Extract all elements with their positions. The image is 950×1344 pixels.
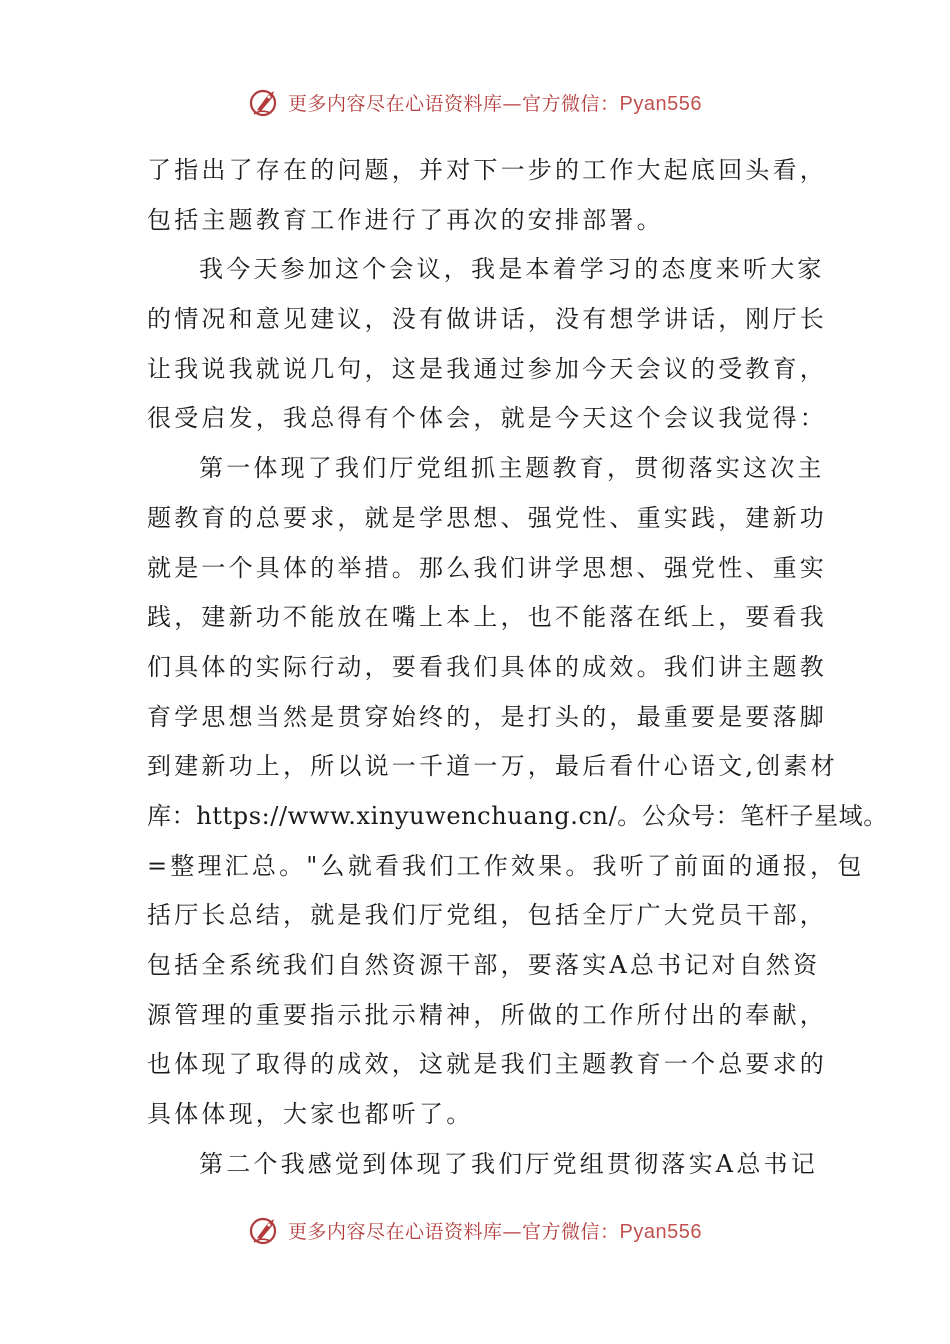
body-line: 第二个我感觉到体现了我们厅党组贯彻落实A总书记 — [199, 1149, 818, 1178]
footer-text — [288, 1217, 702, 1244]
header-wechat-id: Pyan556 — [619, 92, 702, 115]
document-body — [147, 146, 888, 1189]
body-line: 源管理的重要指示批示精神，所做的工作所付出的奉献， — [147, 1000, 827, 1029]
body-line: 们具体的实际行动，要看我们具体的成效。我们讲主题教 — [147, 652, 827, 681]
header-banner-inner — [248, 85, 702, 119]
body-line: 很受启发，我总得有个体会，就是今天这个会议我觉得： — [147, 404, 827, 433]
body-line: 也体现了取得的成效，这就是我们主题教育一个总要求的 — [147, 1050, 827, 1079]
header-wechat-label: 官方微信： — [522, 92, 620, 115]
body-line: 育学思想当然是贯穿始终的，是打头的，最重要是要落脚 — [147, 702, 827, 731]
body-line: 就是一个具体的举措。那么我们讲学思想、强党性、重实 — [147, 553, 827, 582]
footer-dash: — — [502, 1220, 523, 1243]
body-line: 具体体现，大家也都听了。 — [147, 1100, 474, 1129]
body-line: 了指出了存在的问题，并对下一步的工作大起底回头看， — [147, 156, 827, 184]
pen-nib-circle-icon — [248, 1213, 282, 1247]
footer-wechat-label: 官方微信： — [522, 1220, 620, 1243]
pen-nib-circle-icon — [248, 85, 282, 119]
body-line: 的情况和意见建议，没有做讲话，没有想学讲话，刚厅长 — [147, 305, 827, 334]
body-line: 包括主题教育工作进行了再次的安排部署。 — [147, 205, 664, 234]
body-line: 让我说我就说几句，这是我通过参加今天会议的受教育， — [147, 354, 827, 383]
body-line: 到建新功上，所以说一千道一万，最后看什心语文,创素材 — [147, 752, 838, 781]
body-line: 第一体现了我们厅党组抓主题教育，贯彻落实这次主 — [199, 454, 825, 483]
body-line: 括厅长总结，就是我们厅党组，包括全厅广大党员干部， — [147, 901, 827, 930]
header-site-text: 更多内容尽在心语资料库 — [288, 92, 503, 115]
body-line: 库：https://www.xinyuwenchuang.cn/。公众号：笔杆子星域。 — [147, 801, 888, 830]
footer-banner — [0, 1210, 950, 1250]
body-line: =整理汇总。"么就看我们工作效果。我听了前面的通报，包 — [147, 851, 865, 880]
header-dash: — — [502, 92, 523, 115]
body-line: 题教育的总要求，就是学思想、强党性、重实践，建新功 — [147, 503, 827, 532]
header-banner — [0, 82, 950, 122]
footer-wechat-id: Pyan556 — [619, 1220, 702, 1243]
body-line: 包括全系统我们自然资源干部，要落实A总书记对自然资 — [147, 951, 821, 979]
footer-banner-inner — [248, 1213, 702, 1247]
body-line: 我今天参加这个会议，我是本着学习的态度来听大家 — [199, 255, 825, 284]
body-line: 践，建新功不能放在嘴上本上，也不能落在纸上，要看我 — [147, 603, 827, 632]
header-text — [288, 89, 702, 116]
footer-site-text: 更多内容尽在心语资料库 — [288, 1220, 503, 1243]
